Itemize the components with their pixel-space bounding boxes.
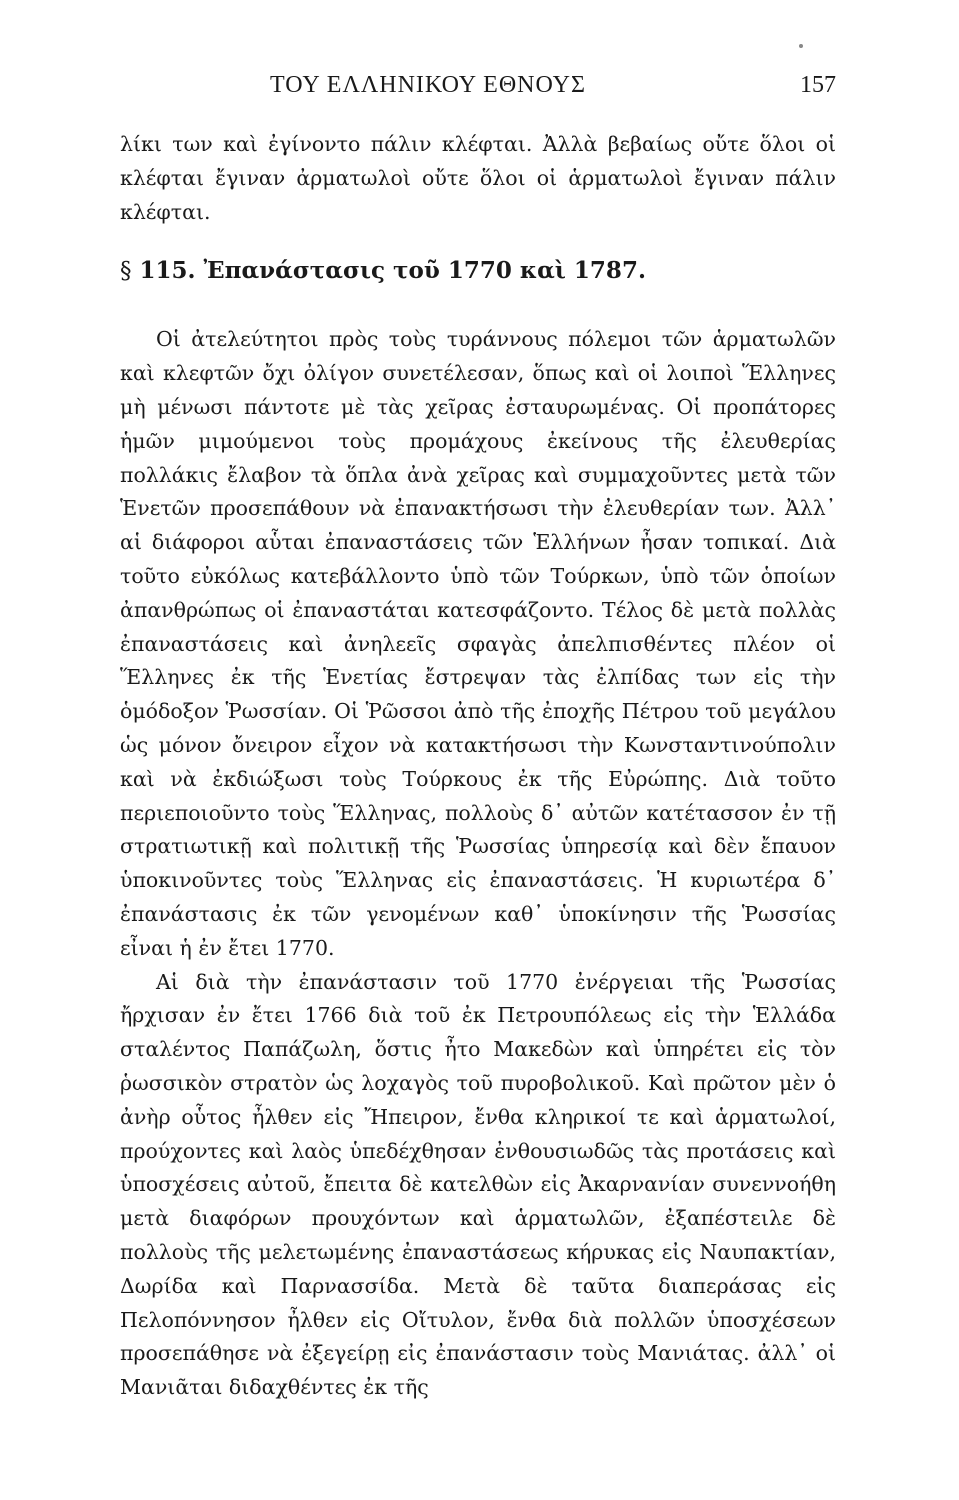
section-sign: §: [120, 258, 132, 285]
body-text: [120, 128, 836, 1405]
running-header: [120, 72, 836, 112]
paragraph-2: Αἱ διὰ τὴν ἐπανάστασιν τοῦ 1770 ἐνέργειαι τῆς Ῥωσσίας ἤρχισαν ἐν ἔτει 1766 διὰ τοῦ ἐκ Πετρουπόλεως εἰς τὴν Ἑλλάδα σταλέντος Παπάζωλη, ὅστις ἦτο Μακεδὼν καὶ ὑπηρέτει εἰς τὸν ῥωσσικὸν στρατὸν ὡς λοχαγὸς τοῦ πυροβολικοῦ. Καὶ πρῶτον μὲν ὁ ἀνὴρ οὗτος ἦλθεν εἰς Ἤπειρον, ἔνθα κληρικοί τε καὶ ἁρματωλοί, προύχοντες καὶ λαὸς ὑπεδέχθησαν ἐνθουσιωδῶς τὰς προτάσεις καὶ ὑποσχέσεις αὐτοῦ, ἔπειτα δὲ κατελθὼν εἰς Ἀκαρνανίαν συνεννοήθη μετὰ διαφόρων προυχόντων καὶ ἁρματωλῶν, ἐξαπέστειλε δὲ πολλοὺς τῆς μελετωμένης ἐπαναστάσεως κήρυκας εἰς Ναυπακτίαν, Δωρίδα καὶ Παρνασσίδα. Μετὰ δὲ ταῦτα διαπεράσας εἰς Πελοπόννησον ἦλθεν εἰς Οἴτυλον, ἔνθα διὰ πολλῶν ὑποσχέσεων προσεπάθησε νὰ ἐξεγείρῃ εἰς ἐπανάστασιν τοὺς Μανιάτας. ἀλλ᾽ οἱ Μανιᾶται διδαχθέντες ἐκ τῆς: [120, 969, 836, 1400]
section-heading: [120, 253, 836, 289]
page-number: 157: [800, 72, 836, 98]
paragraph-1: Οἱ ἀτελεύτητοι πρὸς τοὺς τυράννους πόλεμοι τῶν ἁρματωλῶν καὶ κλεφτῶν ὄχι ὀλίγον συνετέλεσαν, ὅπως καὶ οἱ λοιποὶ Ἕλληνες μὴ μένωσι πάντοτε μὲ τὰς χεῖρας ἐσταυρωμένας. Οἱ προπάτορες ἡμῶν μιμούμενοι τοὺς προμάχους ἐκείνους τῆς ἐλευθερίας πολλάκις ἔλαβον τὰ ὅπλα ἀνὰ χεῖρας καὶ συμμαχοῦντες μετὰ τῶν Ἑνετῶν προσεπάθουν νὰ ἐπανακτήσωσι τὴν ἐλευθερίαν των. Ἀλλ᾽ αἱ διάφοροι αὗται ἐπαναστάσεις τῶν Ἑλλήνων ἦσαν τοπικαί. Διὰ τοῦτο εὐκόλως κατεβάλλοντο ὑπὸ τῶν Τούρκων, ὑπὸ τῶν ὁποίων ἀπανθρώπως οἱ ἐπαναστάται κατεσφάζοντο. Τέλος δὲ μετὰ πολλὰς ἐπαναστάσεις καὶ ἀνηλεεῖς σφαγὰς ἀπελπισθέντες πλέον οἱ Ἕλληνες ἐκ τῆς Ἑνετίας ἔστρεψαν τὰς ἐλπίδας των εἰς τὴν ὁμόδοξον Ῥωσσίαν. Οἱ Ῥῶσσοι ἀπὸ τῆς ἐποχῆς Πέτρου τοῦ μεγάλου ὡς μόνον ὄνειρον εἶχον νὰ κατακτήσωσι τὴν Κωνσταντινούπολιν καὶ νὰ ἐκδιώξωσι τοὺς Τούρκους ἐκ τῆς Εὐρώπης. Διὰ τοῦτο περιεποιοῦντο τοὺς Ἕλληνας, πολλοὺς δ᾽ αὐτῶν κατέτασσον ἐν τῇ στρατιωτικῇ καὶ πολιτικῇ τῆς Ῥωσσίας ὑπηρεσίᾳ καὶ δὲν ἔπαυον ὑποκινοῦντες τοὺς Ἕλληνας εἰς ἐπαναστάσεις. Ἡ κυριωτέρα δ᾽ ἐπανάστασις ἐκ τῶν γενομένων καθ᾽ ὑποκίνησιν τῆς Ῥωσσίας εἶναι ἡ ἐν ἔτει 1770.: [120, 327, 836, 960]
running-title: ΤΟΥ ΕΛΛΗΝΙΚΟΥ ΕΘΝΟΥΣ: [270, 72, 586, 98]
opening-paragraph: λίκι των καὶ ἐγίνοντο πάλιν κλέφται. Ἀλλὰ βεβαίως οὔτε ὅλοι οἱ κλέφται ἔγιναν ἀρματωλοὶ οὔτε ὅλοι οἱ ἁρματωλοὶ ἔγιναν πάλιν κλέφται.: [120, 132, 836, 224]
section-title: 115. Ἐπανάστασις τοῦ 1770 καὶ 1787.: [139, 257, 646, 285]
paper-speck: [799, 44, 803, 48]
